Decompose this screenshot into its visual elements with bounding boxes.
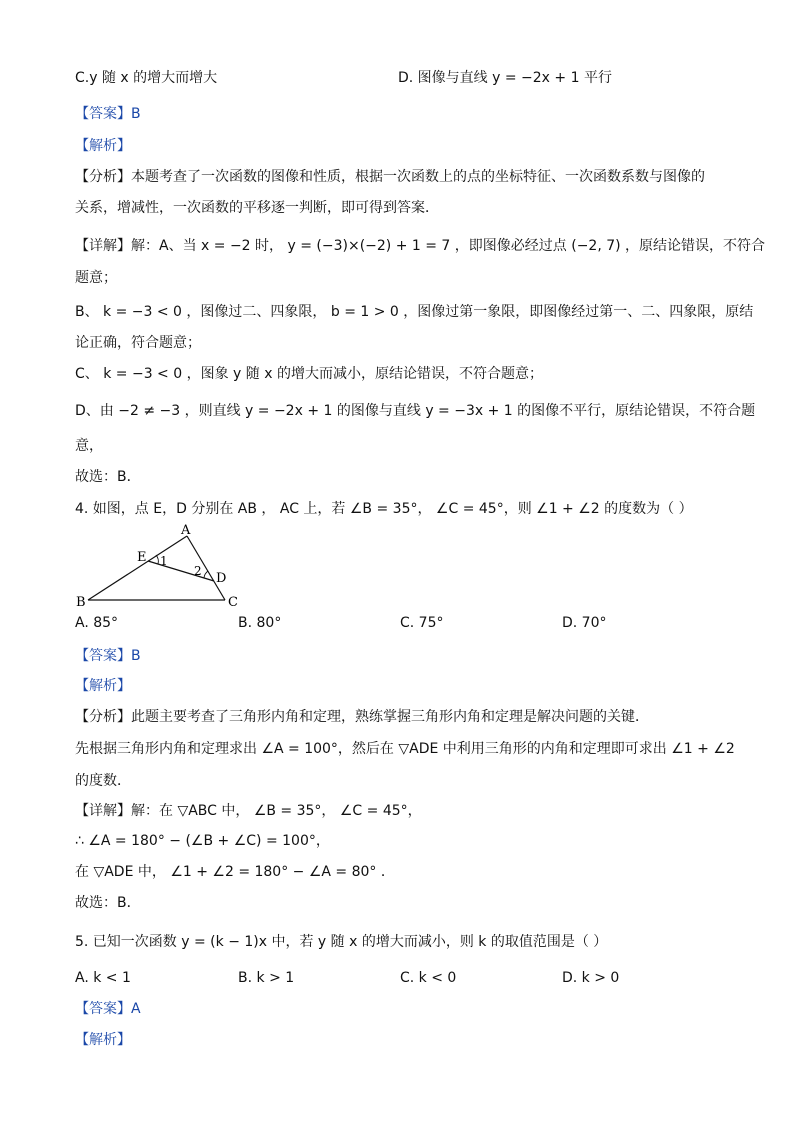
q3-detail-b-1: B、 k = −3 < 0 ，图像过二、四象限， b = 1 > 0 ，图像过第一象限，即图像经过第一、二、四象限，原结 [75, 304, 754, 320]
label-c: C [228, 595, 238, 610]
q5-option-b: B. k > 1 [238, 970, 295, 986]
q3-choose: 故选：B． [75, 469, 141, 485]
q4-option-d: D. 70° [562, 615, 607, 631]
segment-ac [187, 536, 225, 600]
q5-option-a: A. k < 1 [75, 970, 131, 986]
q3-option-c: C.y 随 x 的增大而增大 [75, 70, 218, 86]
q3-detail-b-2: 论正确，符合题意； [75, 335, 201, 351]
q4-option-a: A. 85° [75, 615, 119, 631]
label-e: E [137, 550, 147, 565]
q4-detail-line-3: 在 ▽ADE 中， ∠1 + ∠2 = 180° − ∠A = 80° ． [75, 864, 395, 880]
angle-2-arc [204, 571, 208, 578]
q3-analysis-line-1: 【分析】本题考查了一次函数的图像和性质，根据一次函数上的点的坐标特征、一次函数系数与图像的 [75, 169, 705, 185]
q4-option-c: C. 75° [400, 615, 444, 631]
q3-analysis-line-2: 关系，增减性，一次函数的平移逐一判断，即可得到答案． [75, 200, 439, 216]
q4-analysis-line-3: 的度数． [75, 773, 131, 789]
q4-analysis-line-2: 先根据三角形内角和定理求出 ∠A = 100°，然后在 ▽ADE 中利用三角形的内角和定理即可求出 ∠1 + ∠2 [75, 741, 735, 757]
q4-choose: 故选：B． [75, 895, 141, 911]
label-a: A [181, 524, 191, 538]
q4-analysis-line-1: 【分析】此题主要考查了三角形内角和定理，熟练掌握三角形内角和定理是解决问题的关键． [75, 709, 649, 725]
label-d: D [216, 571, 227, 586]
q3-detail-line-1: 【详解】解：A、当 x = −2 时， y = (−3)×(−2) + 1 = 7 ，即图像必经过点 (−2, 7) ，原结论错误，不符合 [75, 238, 766, 254]
triangle-figure [70, 524, 260, 610]
q5-option-c: C. k < 0 [400, 970, 457, 986]
q3-option-d: D. 图像与直线 y = −2x + 1 平行 [398, 70, 612, 86]
q5-stem: 5. 已知一次函数 y = (k − 1)x 中，若 y 随 x 的增大而减小，则 k 的取值范围是（ ） [75, 934, 608, 950]
q3-detail-line-2: 题意； [75, 270, 117, 286]
q5-jiexi: 【解析】 [75, 1032, 131, 1048]
label-angle-2: 2 [194, 564, 202, 578]
q3-detail-d-2: 意， [75, 438, 103, 454]
q3-jiexi: 【解析】 [75, 138, 131, 154]
label-b: B [76, 595, 86, 610]
q5-option-d: D. k > 0 [562, 970, 620, 986]
q5-answer: 【答案】A [75, 1001, 141, 1017]
q3-detail-d-1: D、由 −2 ≠ −3 ，则直线 y = −2x + 1 的图像与直线 y = −3x + 1 的图像不平行，原结论错误，不符合题 [75, 403, 756, 419]
q4-answer: 【答案】B [75, 648, 141, 664]
q4-jiexi: 【解析】 [75, 678, 131, 694]
q3-detail-c: C、 k = −3 < 0 ，图象 y 随 x 的增大而减小，原结论错误，不符合题意； [75, 366, 543, 382]
q4-stem: 4. 如图，点 E，D 分别在 AB ， AC 上，若 ∠B = 35°， ∠C = 45°，则 ∠1 + ∠2 的度数为（ ） [75, 501, 693, 517]
q4-option-b: B. 80° [238, 615, 282, 631]
q4-detail-line-2: ∴ ∠A = 180° − (∠B + ∠C) = 100°， [75, 833, 330, 849]
label-angle-1: 1 [160, 554, 168, 568]
q4-detail-line-1: 【详解】解：在 ▽ABC 中， ∠B = 35°， ∠C = 45°， [75, 803, 422, 819]
q3-answer: 【答案】B [75, 106, 141, 122]
